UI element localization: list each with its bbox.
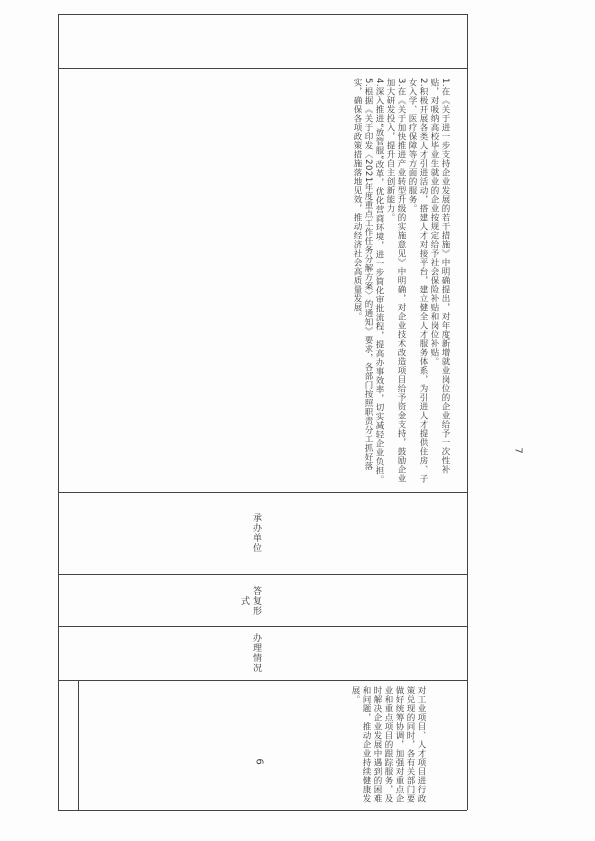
frame-top-border (58, 14, 467, 15)
paragraph: 1.在《关于进一步支持企业发展的若干措施》中明确提出，对年度新增就业岗位的企业给予一次性补贴，对吸纳高校毕业生就业的企业按规定给予社会保险补贴和岗位补贴。 (429, 78, 450, 475)
row-divider (58, 492, 467, 493)
row-label: 答复形式 (239, 586, 261, 616)
frame-right-border (467, 14, 468, 810)
row-label: 办理情况 (251, 633, 261, 673)
cell-paragraph: 对工业项目、人才项目进行政策兑现的同时，各有关部门要做好统筹协调，加强对重点企业和重点项目的跟踪服务，及时解决企业发展中遇到的困难和问题，推动企业持续健康发展。 (350, 686, 426, 803)
paragraph: 3.在《关于加快推进产业转型升级的实施意见》中明确，对企业技术改造项目给予资金支持，鼓励企业加大研发投入，提升自主创新能力。 (385, 78, 406, 484)
paragraph: 5.根据《关于印发〈2021年度重点工作任务分解方案〉的通知》要求，各部门按照职责分工抓好落实，确保各项政策措施落地见效，推动经济社会高质量发展。 (352, 78, 373, 471)
frame-bottom-border (58, 810, 467, 811)
row-divider (58, 68, 467, 69)
frame-left-border (58, 14, 59, 810)
column-divider (78, 680, 79, 810)
lower-cell-text (86, 686, 426, 804)
page-number-left: 6 (253, 758, 265, 765)
page-number-right: 7 (512, 447, 524, 454)
paragraph: 2.积极开展各类人才引进活动，搭建人才对接平台，建立健全人才服务体系，为引进人才提供住房、子女入学、医疗保障等方面的服务。 (407, 78, 428, 484)
row-divider (58, 626, 467, 627)
row-divider (58, 680, 467, 681)
row-label: 承办单位 (251, 513, 261, 553)
paragraph: 4.深入推进“放管服”改革，优化营商环境，进一步简化审批流程，提高办事效率，切实减轻企业负担。 (374, 78, 384, 484)
main-body-text (86, 78, 450, 486)
row-divider (58, 574, 467, 575)
